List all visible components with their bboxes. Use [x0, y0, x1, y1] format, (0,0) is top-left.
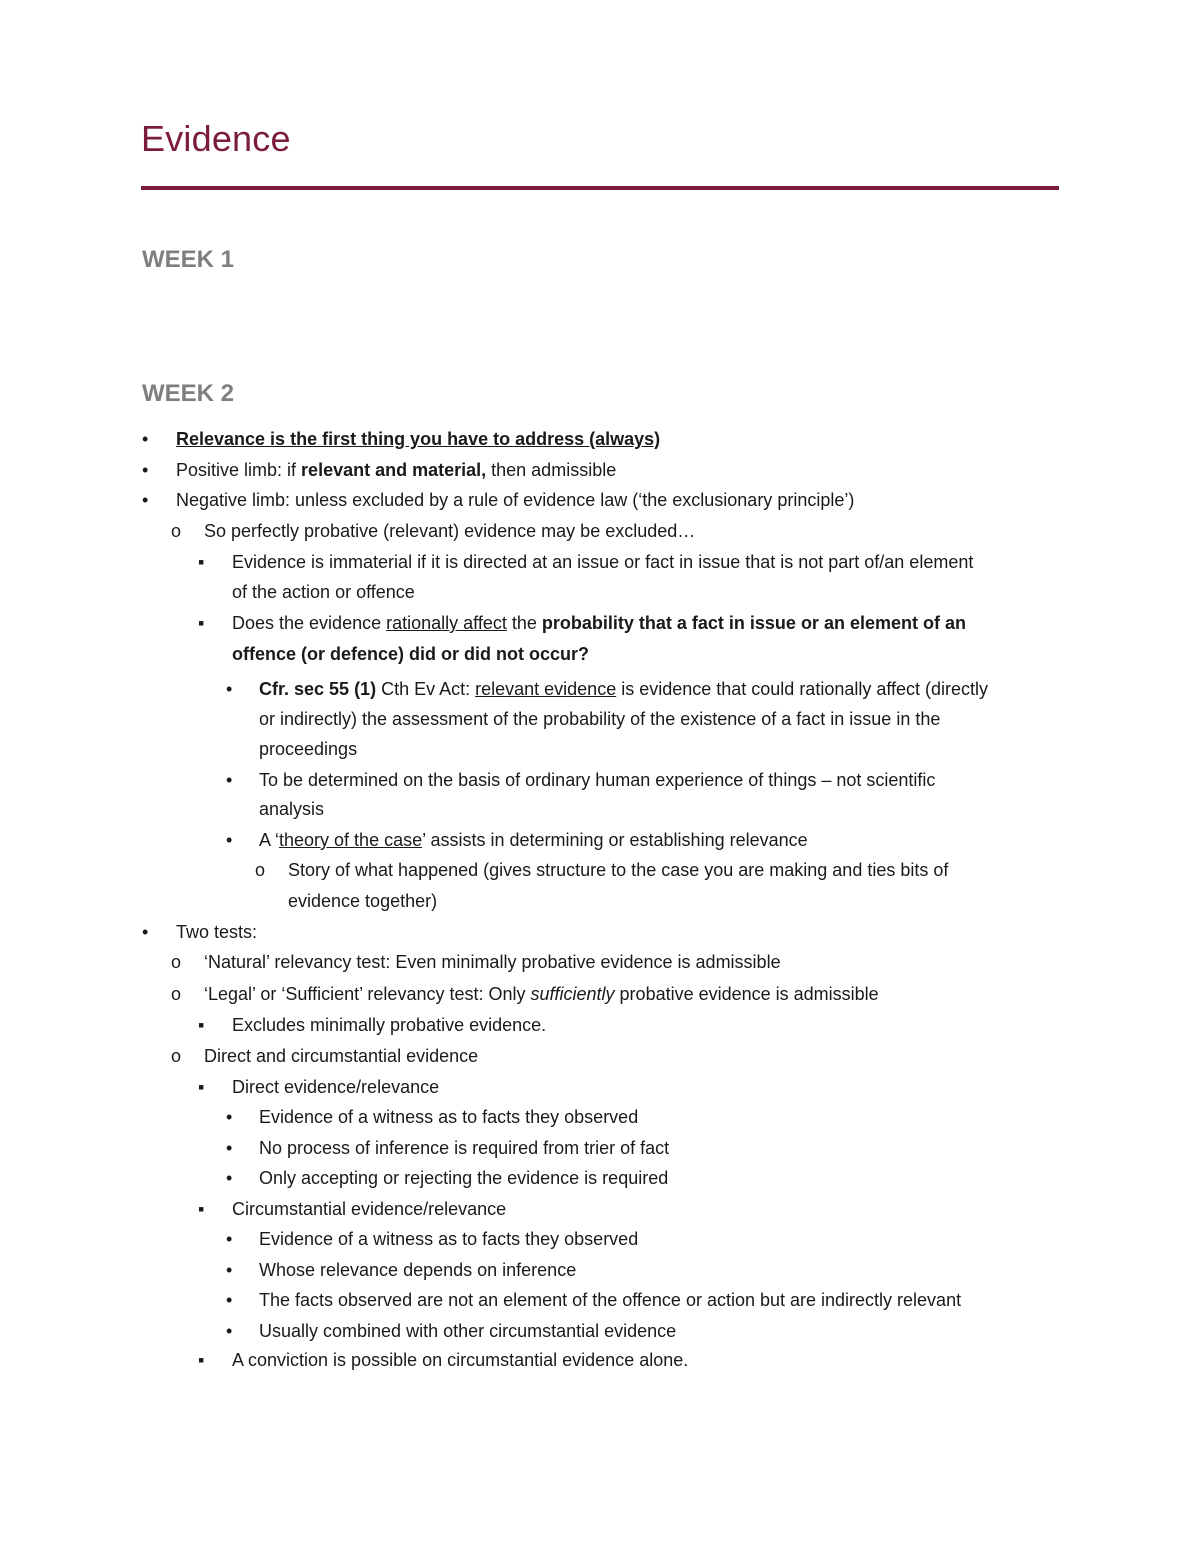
bullet-marker: •: [226, 770, 233, 790]
bullet-marker: o: [171, 952, 182, 972]
list-item: Does the evidence rationally affect the probability that a fact in issue or an element of an: [232, 613, 966, 633]
title-underline-rule: [141, 186, 1059, 190]
list-item: Cfr. sec 55 (1) Cth Ev Act: relevant evidence is evidence that could rationally affect (directly: [259, 679, 989, 699]
list-item: Evidence of a witness as to facts they observed: [259, 1107, 639, 1127]
list-item: Whose relevance depends on inference: [259, 1260, 577, 1280]
bullet-marker: •: [226, 1138, 233, 1158]
bullet-marker: •: [226, 1260, 233, 1280]
bullet-marker: ▪: [198, 1015, 205, 1035]
week-1-heading: WEEK 1: [142, 246, 235, 273]
bullet-marker: o: [255, 860, 266, 880]
list-item-continuation: of the action or offence: [232, 582, 415, 602]
bullet-marker: ▪: [198, 613, 205, 633]
list-item: So perfectly probative (relevant) evidence may be excluded…: [204, 521, 696, 541]
list-item-continuation: offence (or defence) did or did not occur?: [232, 644, 590, 664]
list-item-continuation: or indirectly) the assessment of the probability of the existence of a fact in issue in the: [259, 709, 941, 729]
bullet-marker: ▪: [198, 1350, 205, 1370]
list-item: A ‘theory of the case’ assists in determining or establishing relevance: [259, 830, 808, 850]
bullet-marker: •: [142, 429, 149, 449]
bullet-marker: o: [171, 1046, 182, 1066]
list-item: ‘Legal’ or ‘Sufficient’ relevancy test: Only sufficiently probative evidence is admissible: [204, 984, 879, 1004]
list-item: Negative limb: unless excluded by a rule of evidence law (‘the exclusionary principle’): [176, 490, 855, 510]
list-item: Evidence is immaterial if it is directed at an issue or fact in issue that is not part of/an element: [232, 552, 974, 572]
bullet-marker: •: [226, 1229, 233, 1249]
list-item: Direct evidence/relevance: [232, 1077, 440, 1097]
bullet-marker: •: [226, 1107, 233, 1127]
list-item: Usually combined with other circumstantial evidence: [259, 1321, 677, 1341]
list-item: To be determined on the basis of ordinary human experience of things – not scientific: [259, 770, 936, 790]
bullet-marker: •: [142, 922, 149, 942]
bullet-marker: •: [226, 1168, 233, 1188]
list-item: ‘Natural’ relevancy test: Even minimally probative evidence is admissible: [204, 952, 781, 972]
list-item: Positive limb: if relevant and material, then admissible: [176, 460, 617, 480]
list-item-continuation: evidence together): [288, 891, 438, 911]
week-2-heading: WEEK 2: [142, 380, 235, 407]
bullet-marker: •: [142, 460, 149, 480]
list-item: Circumstantial evidence/relevance: [232, 1199, 507, 1219]
list-item: Story of what happened (gives structure to the case you are making and ties bits of: [288, 860, 949, 880]
list-item-continuation: analysis: [259, 799, 325, 819]
bullet-marker: ▪: [198, 1199, 205, 1219]
bullet-marker: o: [171, 521, 182, 541]
bullet-marker: ▪: [198, 1077, 205, 1097]
list-item: Only accepting or rejecting the evidence is required: [259, 1168, 669, 1188]
list-item: A conviction is possible on circumstantial evidence alone.: [232, 1350, 689, 1370]
list-item: Relevance is the first thing you have to address (always): [176, 429, 661, 449]
bullet-marker: •: [226, 1290, 233, 1310]
list-item: Two tests:: [176, 922, 258, 942]
bullet-marker: o: [171, 984, 182, 1004]
list-item: Direct and circumstantial evidence: [204, 1046, 479, 1066]
list-item: Evidence of a witness as to facts they observed: [259, 1229, 639, 1249]
bullet-marker: •: [226, 830, 233, 850]
document-title: Evidence: [141, 118, 291, 159]
list-item: Excludes minimally probative evidence.: [232, 1015, 547, 1035]
bullet-marker: •: [142, 490, 149, 510]
bullet-marker: •: [226, 679, 233, 699]
list-item: The facts observed are not an element of the offence or action but are indirectly relevant: [259, 1290, 962, 1310]
bullet-marker: ▪: [198, 552, 205, 572]
list-item-continuation: proceedings: [259, 739, 358, 759]
list-item: No process of inference is required from trier of fact: [259, 1138, 670, 1158]
bullet-marker: •: [226, 1321, 233, 1341]
